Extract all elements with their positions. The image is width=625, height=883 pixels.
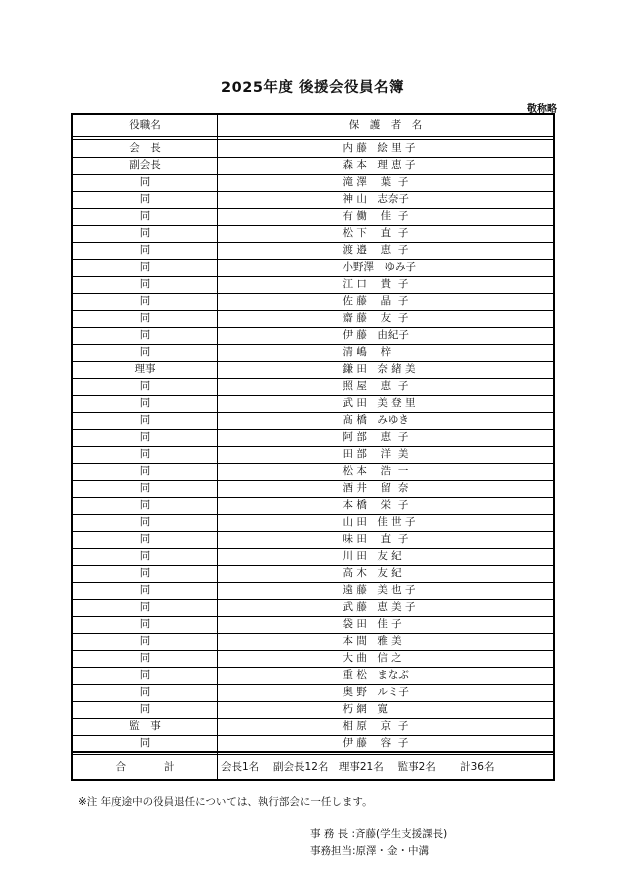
role-cell: 同 bbox=[139, 431, 151, 443]
role-cell: 副会長 bbox=[129, 159, 161, 171]
office-staff: 事務担当:原澤・金・中溝 bbox=[310, 845, 430, 857]
table-row bbox=[73, 701, 553, 719]
role-cell: 同 bbox=[139, 635, 151, 647]
table-row bbox=[73, 633, 553, 651]
guardian-name: 鎌 田 奈 緒 美 bbox=[342, 363, 416, 375]
name-cell bbox=[218, 140, 553, 157]
guardian-name: 森 本 理 恵 子 bbox=[342, 159, 416, 171]
name-cell bbox=[218, 735, 553, 752]
guardian-name: 小野澤 ゆみ子 bbox=[342, 261, 416, 273]
table-row bbox=[73, 616, 553, 634]
role-cell: 同 bbox=[139, 703, 151, 715]
role-cell: 同 bbox=[139, 210, 151, 222]
table-row bbox=[73, 684, 553, 702]
table-row bbox=[73, 650, 553, 668]
role-cell: 同 bbox=[139, 499, 151, 511]
role-cell: 同 bbox=[139, 227, 151, 239]
table-row bbox=[73, 310, 553, 328]
guardian-name: 照 屋 恵 子 bbox=[342, 380, 409, 392]
table-row bbox=[73, 242, 553, 260]
name-cell bbox=[218, 361, 553, 378]
role-cell: 同 bbox=[139, 380, 151, 392]
page-title: 2025年度 後援会役員名簿 bbox=[221, 80, 404, 96]
role-cell: 同 bbox=[139, 176, 151, 188]
table-row bbox=[73, 378, 553, 396]
guardian-name: 朽 網 寛 bbox=[342, 703, 388, 715]
guardian-name: 奥 野 ルミ子 bbox=[342, 686, 409, 698]
table-row bbox=[73, 140, 553, 158]
role-cell: 同 bbox=[139, 567, 151, 579]
name-cell bbox=[218, 412, 553, 429]
guardian-name: 伊 藤 由紀子 bbox=[342, 329, 409, 341]
role-cell: 同 bbox=[139, 465, 151, 477]
guardian-name: 有 働 佳 子 bbox=[342, 210, 409, 222]
guardian-name: 神 山 志奈子 bbox=[342, 193, 409, 205]
header-name: 保 護 者 名 bbox=[348, 119, 423, 131]
name-cell bbox=[218, 667, 553, 684]
role-cell: 会 長 bbox=[129, 142, 161, 154]
name-cell bbox=[218, 276, 553, 293]
role-cell: 監 事 bbox=[129, 720, 161, 732]
role-cell: 同 bbox=[139, 278, 151, 290]
officer-table bbox=[71, 113, 555, 781]
table-row bbox=[73, 293, 553, 311]
role-cell: 同 bbox=[139, 193, 151, 205]
table-row bbox=[73, 191, 553, 209]
name-cell bbox=[218, 378, 553, 395]
role-cell: 同 bbox=[139, 346, 151, 358]
table-row bbox=[73, 582, 553, 600]
table-row bbox=[73, 174, 553, 192]
guardian-name: 酒 井 留 奈 bbox=[342, 482, 409, 494]
name-cell bbox=[218, 429, 553, 446]
guardian-name: 松 本 浩 一 bbox=[342, 465, 409, 477]
honorific-note: 敬称略 bbox=[527, 104, 557, 115]
guardian-name: 江 口 貴 子 bbox=[342, 278, 409, 290]
role-cell: 同 bbox=[139, 669, 151, 681]
table-row bbox=[73, 276, 553, 294]
guardian-name: 重 松 まなぶ bbox=[342, 669, 409, 681]
guardian-name: 山 田 佳 世 子 bbox=[342, 516, 416, 528]
table-row bbox=[73, 480, 553, 498]
table-row bbox=[73, 225, 553, 243]
table-row bbox=[73, 718, 553, 736]
total-row bbox=[73, 755, 553, 779]
table-row bbox=[73, 565, 553, 583]
guardian-name: 相 原 京 子 bbox=[342, 720, 409, 732]
table-row bbox=[73, 667, 553, 685]
name-cell bbox=[218, 718, 553, 735]
role-cell: 同 bbox=[139, 550, 151, 562]
role-cell: 同 bbox=[139, 448, 151, 460]
table-row bbox=[73, 599, 553, 617]
table-row bbox=[73, 412, 553, 430]
table-row bbox=[73, 446, 553, 464]
role-cell: 同 bbox=[139, 584, 151, 596]
name-cell bbox=[218, 174, 553, 191]
name-cell bbox=[218, 191, 553, 208]
name-cell bbox=[218, 565, 553, 582]
role-cell: 同 bbox=[139, 516, 151, 528]
office-manager: 事 務 長 :斉藤(学生支援課長) bbox=[310, 828, 448, 840]
table-header-row bbox=[73, 115, 553, 137]
role-cell: 同 bbox=[139, 601, 151, 613]
role-cell: 同 bbox=[139, 295, 151, 307]
guardian-name: 渡 邉 恵 子 bbox=[342, 244, 409, 256]
name-cell bbox=[218, 599, 553, 616]
role-cell: 同 bbox=[139, 329, 151, 341]
guardian-name: 武 田 美 登 里 bbox=[342, 397, 416, 409]
name-cell bbox=[218, 344, 553, 361]
name-cell bbox=[218, 684, 553, 701]
guardian-name: 髙 橋 みゆき bbox=[342, 414, 409, 426]
guardian-name: 齋 藤 友 子 bbox=[342, 312, 409, 324]
guardian-name: 阿 部 恵 子 bbox=[342, 431, 409, 443]
role-cell: 同 bbox=[139, 652, 151, 664]
guardian-name: 伊 藤 容 子 bbox=[342, 737, 409, 749]
table-row bbox=[73, 463, 553, 481]
name-cell bbox=[218, 548, 553, 565]
table-row bbox=[73, 259, 553, 277]
role-cell: 同 bbox=[139, 397, 151, 409]
table-row bbox=[73, 361, 553, 379]
guardian-name: 本 橋 栄 子 bbox=[342, 499, 409, 511]
role-cell: 同 bbox=[139, 482, 151, 494]
guardian-name: 大 曲 信 之 bbox=[342, 652, 402, 664]
table-row bbox=[73, 327, 553, 345]
table-row bbox=[73, 157, 553, 175]
role-cell: 同 bbox=[139, 533, 151, 545]
name-cell bbox=[218, 582, 553, 599]
guardian-name: 佐 藤 晶 子 bbox=[342, 295, 409, 307]
guardian-name: 武 藤 恵 美 子 bbox=[342, 601, 416, 613]
name-cell bbox=[218, 514, 553, 531]
guardian-name: 高 木 友 紀 bbox=[342, 567, 402, 579]
guardian-name: 味 田 直 子 bbox=[342, 533, 409, 545]
role-cell: 同 bbox=[139, 244, 151, 256]
role-cell: 同 bbox=[139, 261, 151, 273]
guardian-name: 袋 田 佳 子 bbox=[342, 618, 402, 630]
table-row bbox=[73, 514, 553, 532]
table-row bbox=[73, 548, 553, 566]
role-cell: 同 bbox=[139, 686, 151, 698]
name-cell bbox=[218, 701, 553, 718]
table-row bbox=[73, 344, 553, 362]
guardian-name: 清 嶋 梓 bbox=[342, 346, 392, 358]
name-cell bbox=[218, 480, 553, 497]
name-cell bbox=[218, 327, 553, 344]
table-row bbox=[73, 208, 553, 226]
guardian-name: 内 藤 絵 里 子 bbox=[342, 142, 416, 154]
name-cell bbox=[218, 446, 553, 463]
name-cell bbox=[218, 531, 553, 548]
name-cell bbox=[218, 497, 553, 514]
guardian-name: 松 下 直 子 bbox=[342, 227, 409, 239]
role-cell: 理事 bbox=[134, 363, 156, 375]
table-row bbox=[73, 497, 553, 515]
table-row bbox=[73, 429, 553, 447]
total-summary: 会長1名 副会長12名 理事21名 監事2名 計36名 bbox=[221, 761, 495, 773]
guardian-name: 田 部 洋 美 bbox=[342, 448, 409, 460]
guardian-name: 本 間 雅 美 bbox=[342, 635, 402, 647]
name-cell bbox=[218, 225, 553, 242]
role-cell: 同 bbox=[139, 312, 151, 324]
guardian-name: 川 田 友 紀 bbox=[342, 550, 402, 562]
name-cell bbox=[218, 633, 553, 650]
role-cell: 同 bbox=[139, 414, 151, 426]
name-cell bbox=[218, 293, 553, 310]
name-cell bbox=[218, 395, 553, 412]
name-cell bbox=[218, 242, 553, 259]
footnote: ※注 年度途中の役員退任については、執行部会に一任します。 bbox=[78, 796, 373, 808]
name-cell bbox=[218, 616, 553, 633]
table-row bbox=[73, 395, 553, 413]
guardian-name: 滝 澤 葉 子 bbox=[342, 176, 409, 188]
table-row bbox=[73, 531, 553, 549]
name-cell bbox=[218, 208, 553, 225]
guardian-name: 遠 藤 美 也 子 bbox=[342, 584, 416, 596]
role-cell: 同 bbox=[139, 737, 151, 749]
name-cell bbox=[218, 157, 553, 174]
name-cell bbox=[218, 650, 553, 667]
total-label: 合計 bbox=[115, 761, 213, 773]
name-cell bbox=[218, 259, 553, 276]
header-role: 役職名 bbox=[129, 119, 161, 131]
name-cell bbox=[218, 463, 553, 480]
role-cell: 同 bbox=[139, 618, 151, 630]
name-cell bbox=[218, 310, 553, 327]
